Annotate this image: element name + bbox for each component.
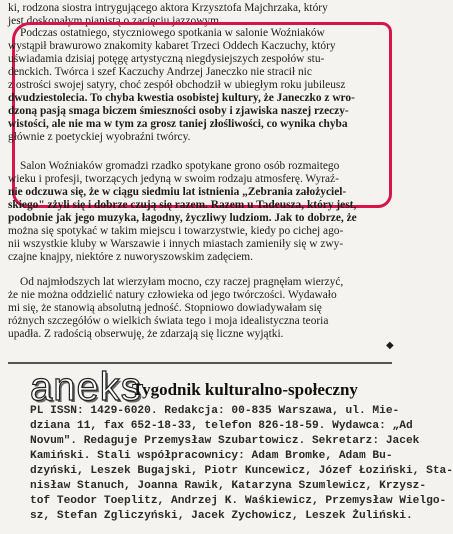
article-line: dzoną pasją smaga biczem śmieszności osoby i zjawiska naszej rzeczy- (8, 105, 349, 117)
article-line: denckich. Twórca i szef Kaczuchy Andrzej Janeczko nie stracił nic (8, 66, 312, 78)
article-line: ki, rodzona siostra intrygującego aktora Krzysztofa Majchrzaka, który (8, 2, 328, 14)
masthead-line: Kamiński. Stali współpracownicy: Adam Bromke, Adam Bu- (30, 450, 393, 462)
article-line: czajne knajpy, niektóre z nuworyszowskim zadęciem. (8, 251, 254, 263)
aneks-logo: aneks (30, 365, 142, 409)
article-line: nii wszystkie kluby w Warszawie i innych miastach zamieniły się w zwy- (8, 238, 344, 250)
masthead-line: tof Teodor Toeplitz, Andrzej K. Waśkiewicz, Przemysław Wielgo- (30, 495, 447, 507)
article-line: skiego" zżyli się i dobrze czują się razem. Razem u Tadeusza, który jest, (8, 199, 357, 211)
masthead-line: sz, Stefan Zgliczyński, Jacek Zychowicz, Leszek Żuliński. (30, 510, 413, 522)
article-line: Podczas ostatniego, styczniowego spotkania w salonie Woźniaków (20, 27, 325, 39)
article-line: nie odczuwa się, że w ciągu siedmiu lat istnienia „Zebrania założyciel- (8, 186, 347, 198)
article-line: wystąpił brawurowo znakomity kabaret Trzeci Oddech Kaczuchy, który (8, 40, 336, 52)
article-line: że nie można oddzielić natury człowieka od jego twórczości. Wydawało (8, 289, 337, 301)
article-line: upadła. Z radością obserwuję, że zdarzają się liczne wyjątki. (8, 328, 284, 340)
masthead-line: dziana 11, fax 652-18-33, telefon 826-18-59. Wydawca: „Ad (30, 420, 413, 432)
masthead-line: PL ISSN: 1429-6020. Redakcja: 00-835 Warszawa, ul. Mie- (30, 405, 400, 417)
end-of-article-mark: ◆ (386, 340, 394, 351)
aneks-subtitle: Tygodnik kulturalno-społeczny (132, 380, 358, 399)
article-line: Od najmłodszych lat wierzyłam mocno, czy raczej pragnęłam wierzyć, (20, 276, 344, 288)
section-divider (8, 362, 392, 364)
article-line: z ostrości swojej satyry, choć zespół obchodził w ubiegłym roku jubileusz (8, 79, 346, 91)
masthead-line: Novum". Redaguje Przemysław Szubartowicz. Sekretarz: Jacek (30, 435, 420, 447)
article-line: podobnie jak jego muzyka, łagodny, życzliwy ludziom. Jak to dobrze, że (8, 212, 357, 224)
masthead-line: nisław Stanuch, Joanna Rawik, Katarzyna Szumlewicz, Krzysz- (30, 480, 427, 492)
masthead-line: dzyński, Leszek Bugajski, Piotr Kuncewicz, Józef Łoziński, Sta- (30, 465, 453, 477)
article-line: uświadamia dzisiaj potęgę artystyczną niegdysiejszych zespołów stu- (8, 53, 325, 65)
article-line: wistości, ale nie ma w tym za grosz taniej złośliwości, co wynika chyba (8, 118, 348, 130)
article-line: różnych szczegółów o wielkich świata tego i moja idealistyczna teoria (8, 315, 329, 327)
article-line: Salon Woźniaków gromadzi rzadko spotykane grono osób rozmaitego (20, 160, 340, 172)
article-line: dwudziestolecia. To chyba kwestia osobistej kultury, że Janeczko z wro- (8, 92, 355, 104)
article-line: można się spotykać w takim miejscu i towarzystwie, kiedy po cichej ago- (8, 225, 344, 237)
article-line: wieku i profesji, tworzących jedyną w swoim rodzaju atmosferę. Wyraź- (8, 173, 339, 185)
article-line: mi się, że stanowią absolutną jedność. Stopniowo dowiadywałam się (8, 302, 322, 314)
article-line: głównie z poetyckiej wyobraźni twórcy. (8, 131, 191, 143)
article-line: jest doskonałym pianistą o zacięciu jazzowym. (8, 15, 222, 27)
